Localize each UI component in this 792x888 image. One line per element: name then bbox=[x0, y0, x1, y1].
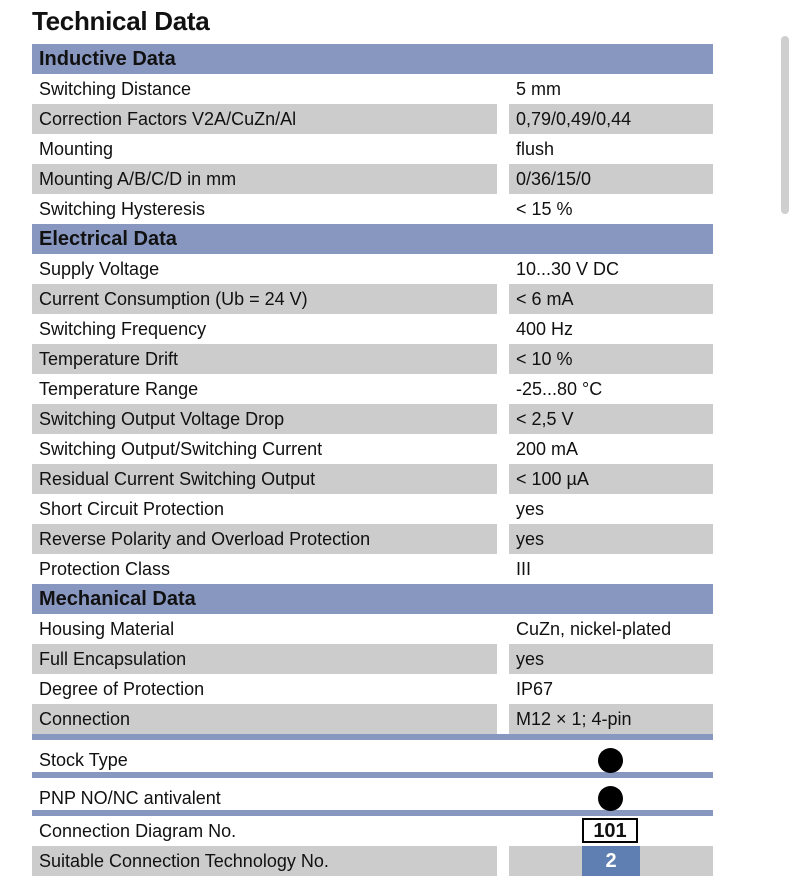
row-label: Temperature Range bbox=[39, 379, 199, 399]
table-row bbox=[32, 704, 713, 734]
row-value: < 10 % bbox=[509, 344, 713, 374]
row-label: Short Circuit Protection bbox=[39, 499, 225, 519]
table-row bbox=[32, 554, 713, 584]
row-value: < 15 % bbox=[516, 199, 573, 219]
connection-technology-row bbox=[32, 846, 713, 876]
row-value: 0/36/15/0 bbox=[509, 164, 713, 194]
section-header-inductive: Inductive Data bbox=[32, 44, 713, 74]
row-label: Reverse Polarity and Overload Protection bbox=[32, 524, 497, 554]
row-value: 5 mm bbox=[516, 79, 561, 99]
row-value: yes bbox=[509, 644, 713, 674]
row-label: Switching Hysteresis bbox=[39, 199, 206, 219]
scrollbar-thumb[interactable] bbox=[781, 36, 789, 214]
row-label: Mounting A/B/C/D in mm bbox=[32, 164, 497, 194]
pnp-row bbox=[32, 778, 713, 810]
row-label: Suitable Connection Technology No. bbox=[32, 846, 497, 876]
row-label: Temperature Drift bbox=[32, 344, 497, 374]
table-row bbox=[32, 464, 713, 494]
row-value: < 100 µA bbox=[509, 464, 713, 494]
table-row bbox=[32, 374, 713, 404]
row-label: Mounting bbox=[39, 139, 114, 159]
connection-diagram-row bbox=[32, 816, 713, 846]
row-value: < 2,5 V bbox=[509, 404, 713, 434]
row-value: 400 Hz bbox=[516, 319, 574, 339]
row-label: Correction Factors V2A/CuZn/Al bbox=[32, 104, 497, 134]
table-row bbox=[32, 164, 713, 194]
table-row bbox=[32, 344, 713, 374]
row-value: -25...80 °C bbox=[516, 379, 603, 399]
row-value: < 6 mA bbox=[509, 284, 713, 314]
row-label: Current Consumption (Ub = 24 V) bbox=[32, 284, 497, 314]
row-label: Residual Current Switching Output bbox=[32, 464, 497, 494]
row-label: Supply Voltage bbox=[39, 259, 160, 279]
row-value: IP67 bbox=[516, 679, 554, 699]
filled-circle-icon bbox=[598, 786, 623, 811]
filled-circle-icon bbox=[598, 748, 623, 773]
row-label: Connection Diagram No. bbox=[39, 821, 237, 841]
stock-type-label: Stock Type bbox=[39, 750, 128, 770]
row-value: flush bbox=[516, 139, 555, 159]
table-row bbox=[32, 644, 713, 674]
table-row bbox=[32, 524, 713, 554]
technology-number-link[interactable]: 2 bbox=[582, 846, 640, 876]
row-label: Switching Output Voltage Drop bbox=[32, 404, 497, 434]
technical-data-table bbox=[32, 44, 713, 876]
row-value: yes bbox=[509, 524, 713, 554]
row-label: Switching Frequency bbox=[39, 319, 207, 339]
table-row bbox=[32, 494, 713, 524]
table-row bbox=[32, 134, 713, 164]
table-row bbox=[32, 254, 713, 284]
table-row bbox=[32, 404, 713, 434]
section-header-electrical: Electrical Data bbox=[32, 224, 713, 254]
row-value: CuZn, nickel-plated bbox=[516, 619, 672, 639]
row-label: Switching Distance bbox=[39, 79, 192, 99]
row-value: 200 mA bbox=[516, 439, 579, 459]
row-value: III bbox=[516, 559, 532, 579]
table-row bbox=[32, 434, 713, 464]
section-header-mechanical: Mechanical Data bbox=[32, 584, 713, 614]
stock-type-row bbox=[32, 740, 713, 772]
pnp-label: PNP NO/NC antivalent bbox=[39, 788, 221, 808]
row-label: Housing Material bbox=[39, 619, 175, 639]
row-value: 0,79/0,49/0,44 bbox=[509, 104, 713, 134]
row-label: Switching Output/Switching Current bbox=[39, 439, 323, 459]
page-title: Technical Data bbox=[32, 6, 210, 36]
row-value: 10...30 V DC bbox=[516, 259, 620, 279]
row-label: Protection Class bbox=[39, 559, 171, 579]
table-row bbox=[32, 314, 713, 344]
row-label: Connection bbox=[32, 704, 497, 734]
row-value: M12 × 1; 4-pin bbox=[509, 704, 713, 734]
table-row bbox=[32, 284, 713, 314]
row-label: Full Encapsulation bbox=[32, 644, 497, 674]
table-row bbox=[32, 614, 713, 644]
diagram-number-link[interactable]: 101 bbox=[582, 818, 638, 843]
table-row bbox=[32, 74, 713, 104]
table-row bbox=[32, 674, 713, 704]
row-value: yes bbox=[516, 499, 545, 519]
table-row bbox=[32, 104, 713, 134]
table-row bbox=[32, 194, 713, 224]
row-label: Degree of Protection bbox=[39, 679, 205, 699]
